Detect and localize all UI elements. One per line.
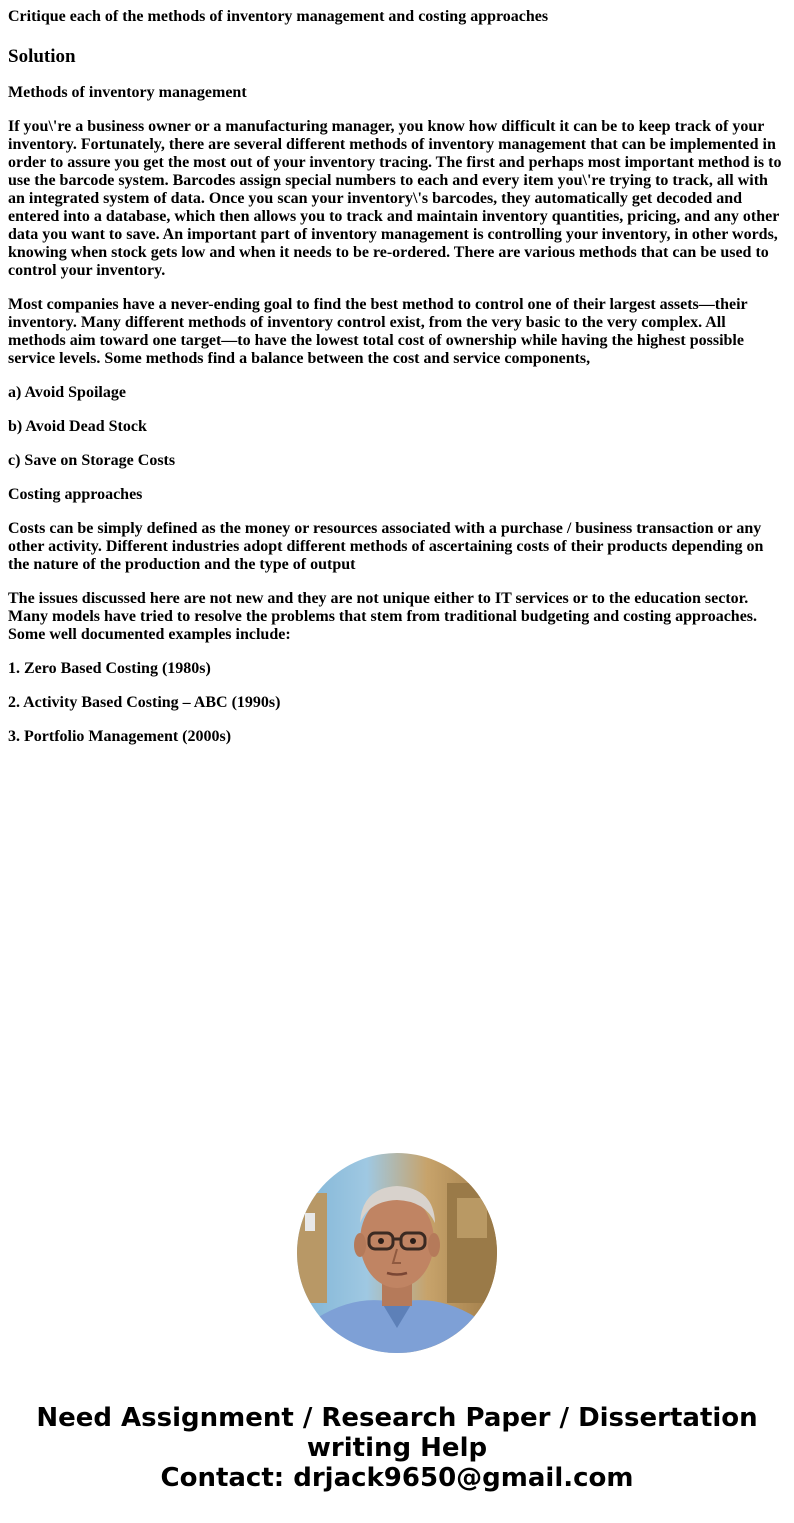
document-body xyxy=(8,0,784,746)
question-title: Critique each of the methods of inventory management and costing approaches xyxy=(8,8,549,25)
costing-paragraph-2: The issues discussed here are not new and they are not unique either to IT services or to the education sector. Many models have tried to resolve the problems that stem from traditional budgeting and costing approaches. Some well documented examples include: xyxy=(8,590,758,643)
inventory-list-item: a) Avoid Spoilage xyxy=(8,384,126,401)
inventory-paragraph-1: If you\'re a business owner or a manufacturing manager, you know how difficult it can be to keep track of your inventory. Fortunately, there are several different methods of inventory management that can be implemented in order to assure you get the most out of your inventory tracing. The first and perhaps most important method is to use the barcode system. Barcodes assign special numbers to each and every item you\'re trying to track, all with an integrated system of data. Once you scan your inventory\'s barcodes, they automatically get decoded and entered into a database, which then allows you to track and maintain inventory quantities, pricing, and any other data you want to save. An important part of inventory management is controlling your inventory, in other words, knowing when stock gets low and when it needs to be re-ordered. There are various methods that can be used to control your inventory. xyxy=(8,118,782,279)
author-avatar xyxy=(297,1153,497,1353)
promo-line-2: writing Help xyxy=(306,1433,488,1463)
inventory-list-item: b) Avoid Dead Stock xyxy=(8,418,147,435)
promo-footer xyxy=(0,1403,794,1493)
costing-paragraph-1: Costs can be simply defined as the money or resources associated with a purchase / business transaction or any other activity. Different industries adopt different methods of ascertaining costs of their products depending on the nature of the production and the type of output xyxy=(8,520,764,573)
contact-email: Contact: drjack9650@gmail.com xyxy=(160,1463,634,1493)
costing-list-item: 2. Activity Based Costing – ABC (1990s) xyxy=(8,694,281,711)
promo-line-1: Need Assignment / Research Paper / Dissertation xyxy=(36,1403,758,1433)
costing-list-item: 1. Zero Based Costing (1980s) xyxy=(8,660,211,677)
inventory-paragraph-2: Most companies have a never-ending goal to find the best method to control one of their largest assets—their inventory. Many different methods of inventory control exist, from the very basic to the very complex. All methods aim toward one target—to have the lowest total cost of ownership while having the highest possible service levels. Some methods find a balance between the cost and service components, xyxy=(8,296,748,367)
costing-section-heading: Costing approaches xyxy=(8,486,143,503)
solution-heading: Solution xyxy=(8,46,76,67)
author-portrait-image xyxy=(297,1153,497,1353)
inventory-section-heading: Methods of inventory management xyxy=(8,84,247,101)
inventory-list-item: c) Save on Storage Costs xyxy=(8,452,176,469)
costing-list-item: 3. Portfolio Management (2000s) xyxy=(8,728,232,745)
